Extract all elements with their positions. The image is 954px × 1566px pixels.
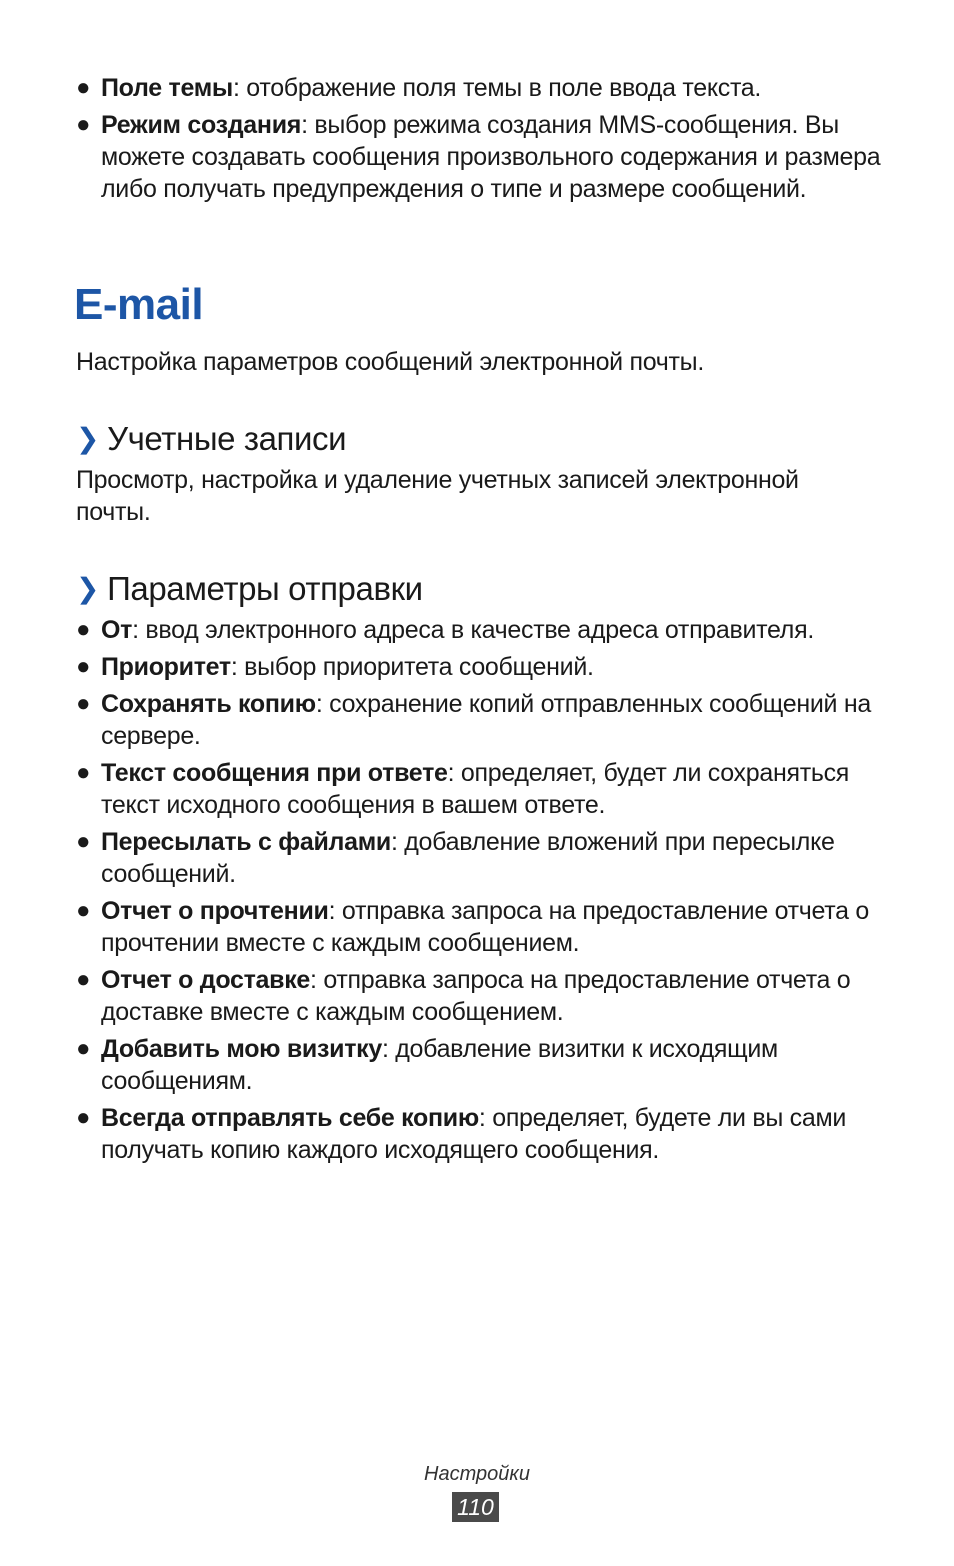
- bullet-icon: ●: [76, 690, 91, 717]
- item-term: От: [101, 616, 133, 644]
- item-desc: : выбор режима создания MMS-сообщения. Вы можете создавать сообщения произвольного содержания и размера либо получать предупреждения о типе и размере сообщений.: [101, 111, 881, 203]
- item-term: Отчет о прочтении: [101, 897, 329, 925]
- list-item: [76, 614, 896, 646]
- item-desc: : добавление вложений при пересылке сообщений.: [101, 828, 835, 888]
- item-desc: : отправка запроса на предоставление отчета о доставке вместе с каждым сообщением.: [101, 966, 851, 1026]
- item-term: Добавить мою визитку: [101, 1035, 382, 1063]
- list-item: [76, 757, 896, 821]
- list-item: [76, 688, 896, 752]
- item-desc: : выбор приоритета сообщений.: [230, 653, 594, 681]
- bullet-icon: ●: [76, 966, 91, 993]
- item-term: Всегда отправлять себе копию: [101, 1104, 479, 1132]
- chevron-right-icon: ❯: [76, 573, 100, 604]
- bullet-icon: ●: [76, 111, 91, 138]
- section-heading-accounts: [76, 420, 346, 458]
- item-desc: : определяет, будете ли вы сами получать копию каждого исходящего сообщения.: [101, 1104, 847, 1164]
- list-item: [76, 109, 896, 205]
- item-term: Сохранять копию: [101, 690, 316, 718]
- item-desc: : отображение поля темы в поле ввода текста.: [232, 74, 762, 102]
- bullet-icon: ●: [76, 1104, 91, 1131]
- section-heading-send: [76, 570, 423, 608]
- section-title: Параметры отправки: [107, 570, 423, 607]
- bullet-icon: ●: [76, 897, 91, 924]
- send-options-list: [76, 614, 896, 1171]
- bullet-icon: ●: [76, 616, 91, 643]
- bullet-icon: ●: [76, 1035, 91, 1062]
- section-text-accounts: Просмотр, настройка и удаление учетных записей электронной почты.: [76, 466, 799, 526]
- item-term: Поле темы: [101, 74, 233, 102]
- list-item: [76, 1102, 896, 1166]
- bullet-icon: ●: [76, 759, 91, 786]
- item-desc: : добавление визитки к исходящим сообщениям.: [101, 1035, 778, 1095]
- list-item: [76, 895, 896, 959]
- bullet-icon: ●: [76, 74, 91, 101]
- chevron-right-icon: ❯: [76, 423, 100, 454]
- page-title: E-mail: [74, 280, 204, 329]
- list-item: [76, 72, 896, 104]
- list-item: [76, 651, 896, 683]
- item-term: Приоритет: [101, 653, 231, 681]
- item-term: Пересылать с файлами: [101, 828, 391, 856]
- item-term: Отчет о доставке: [101, 966, 311, 994]
- item-desc: : ввод электронного адреса в качестве адреса отправителя.: [132, 616, 814, 644]
- item-desc: : сохранение копий отправленных сообщений на сервере.: [101, 690, 871, 750]
- footer-section-label: Настройки: [424, 1463, 530, 1485]
- list-item: [76, 1033, 896, 1097]
- bullet-icon: ●: [76, 653, 91, 680]
- list-item: [76, 964, 896, 1028]
- page-number: 110: [452, 1492, 499, 1522]
- intro-text: Настройка параметров сообщений электронной почты.: [76, 348, 704, 376]
- item-desc: : определяет, будет ли сохраняться текст исходного сообщения в вашем ответе.: [101, 759, 850, 819]
- item-term: Текст сообщения при ответе: [101, 759, 448, 787]
- list-item: [76, 826, 896, 890]
- bullet-icon: ●: [76, 828, 91, 855]
- item-term: Режим создания: [101, 111, 302, 139]
- section-title: Учетные записи: [107, 420, 347, 457]
- item-desc: : отправка запроса на предоставление отчета о прочтении вместе с каждым сообщением.: [101, 897, 869, 957]
- top-bullet-list: [76, 72, 896, 210]
